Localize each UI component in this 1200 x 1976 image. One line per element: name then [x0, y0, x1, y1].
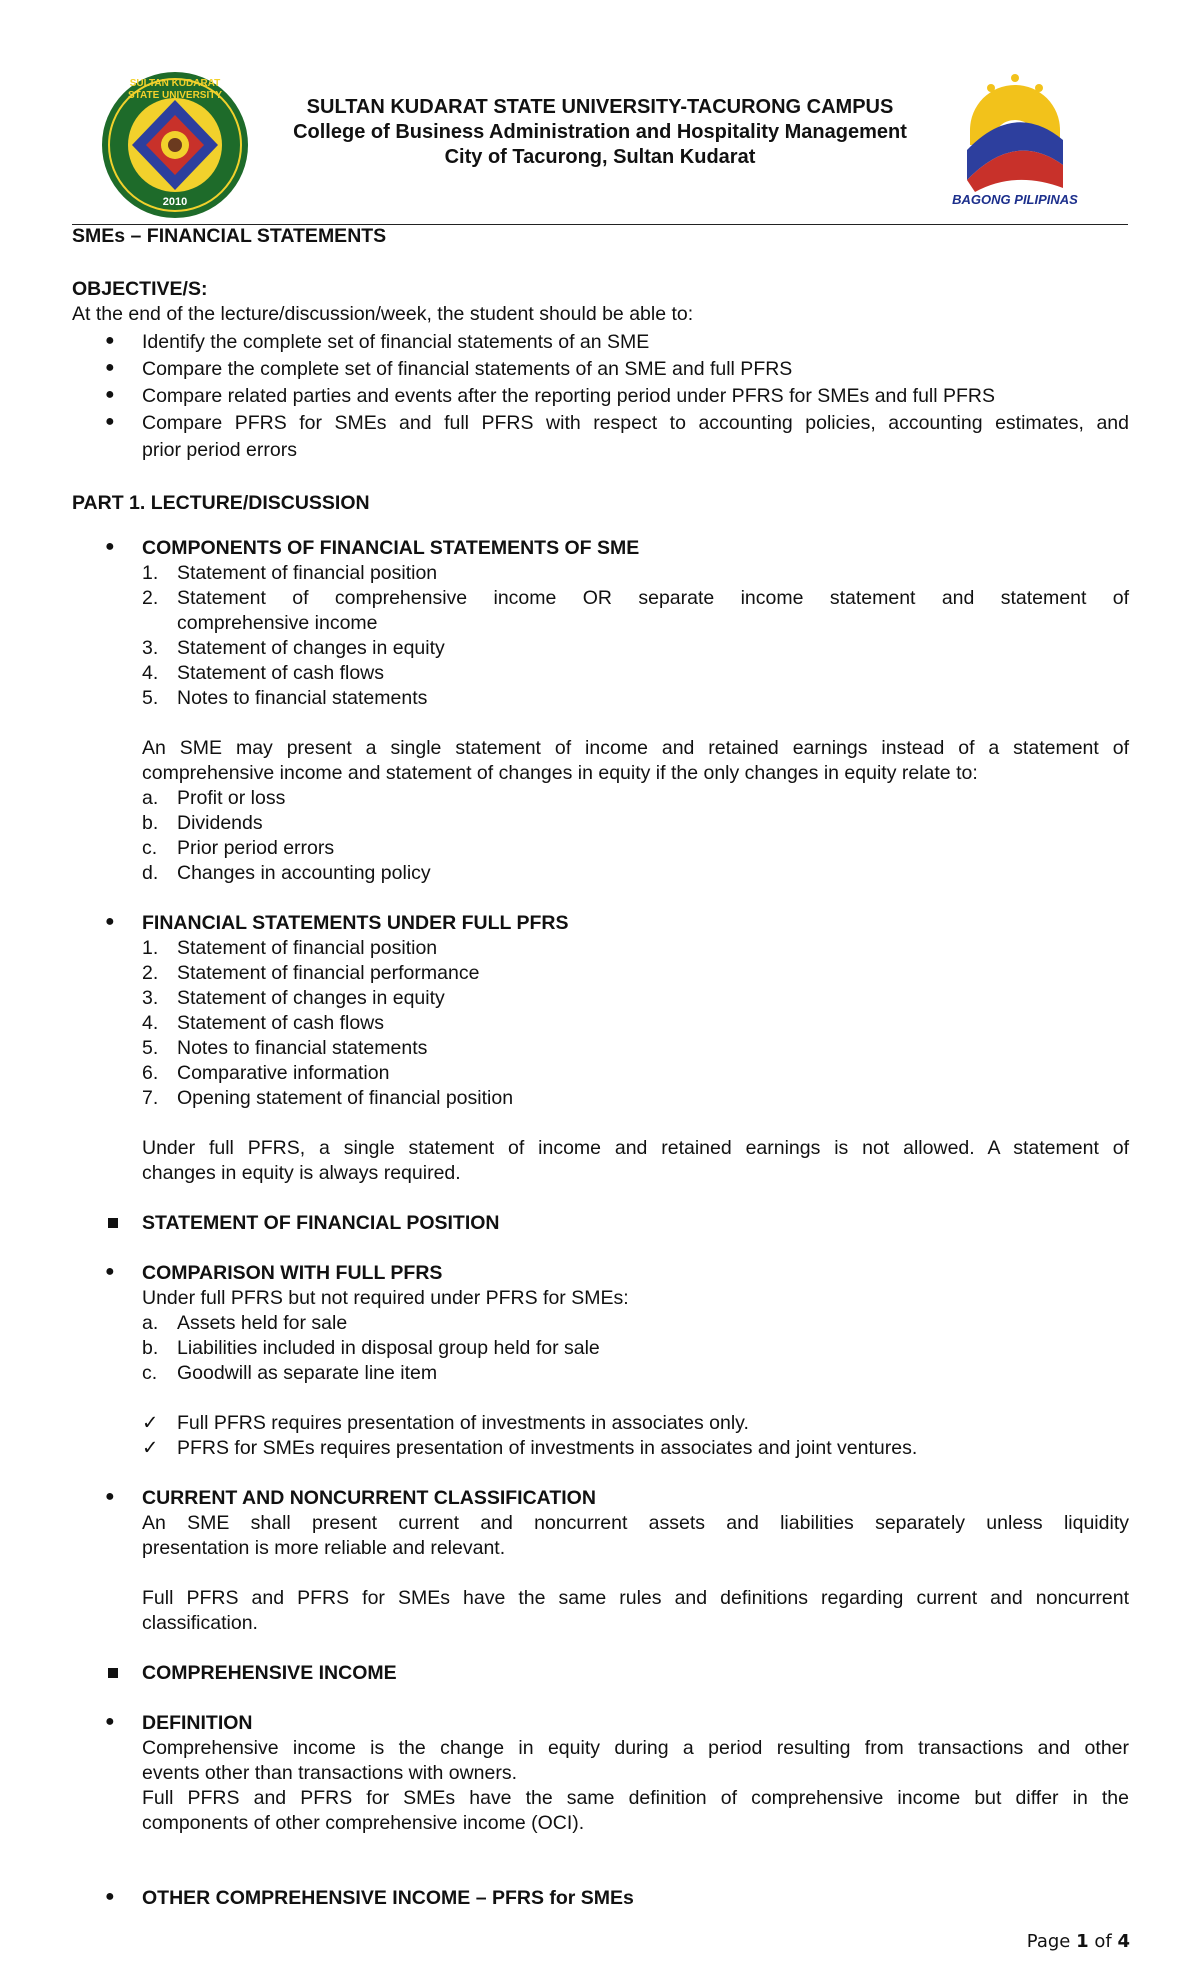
objective-item: Compare the complete set of financial statements of an SME and full PFRS — [142, 358, 793, 380]
bagong-pilipinas-logo — [955, 70, 1075, 200]
list-letter: b. — [142, 1337, 159, 1359]
component-item-cont: comprehensive income — [177, 612, 378, 634]
current-paragraph-cont: presentation is more reliable and relevant. — [142, 1537, 506, 1559]
list-number: 7. — [142, 1087, 159, 1109]
city-name: City of Tacurong, Sultan Kudarat — [444, 146, 756, 168]
list-number: 5. — [142, 1037, 159, 1059]
current-paragraph-2-cont: classification. — [142, 1612, 258, 1634]
checkmark-icon: ✓ — [142, 1437, 159, 1459]
full-pfrs-item: Comparative information — [177, 1062, 390, 1084]
current-heading: CURRENT AND NONCURRENT CLASSIFICATION — [142, 1487, 596, 1509]
objective-item: Compare related parties and events after the reporting period under PFRS for SMEs and full PFRS — [142, 385, 996, 407]
bullet-icon: ● — [105, 1888, 115, 1905]
list-letter: c. — [142, 837, 158, 859]
sub-item: Prior period errors — [177, 837, 335, 859]
bullet-icon: ● — [105, 413, 115, 430]
comparison-heading: COMPARISON WITH FULL PFRS — [142, 1262, 443, 1284]
full-pfrs-paragraph-cont: changes in equity is always required. — [142, 1162, 461, 1184]
full-pfrs-paragraph: Under full PFRS, a single statement of income and retained earnings is not allowed. A statement of — [142, 1137, 1129, 1159]
list-number: 2. — [142, 962, 159, 984]
list-number: 5. — [142, 687, 159, 709]
list-number: 3. — [142, 637, 159, 659]
current-paragraph-2: Full PFRS and PFRS for SMEs have the same rules and definitions regarding current and noncurrent — [142, 1587, 1129, 1609]
objectives-heading: OBJECTIVE/S: — [72, 278, 208, 300]
list-letter: a. — [142, 1312, 159, 1334]
sub-item: Changes in accounting policy — [177, 862, 431, 884]
list-letter: b. — [142, 812, 159, 834]
definition-line: Comprehensive income is the change in equity during a period resulting from transactions and other — [142, 1737, 1129, 1759]
definition-line: events other than transactions with owners. — [142, 1762, 518, 1784]
comparison-item: Liabilities included in disposal group held for sale — [177, 1337, 600, 1359]
page-total: 4 — [1117, 1931, 1130, 1952]
list-letter: d. — [142, 862, 159, 884]
sofp-heading: STATEMENT OF FINANCIAL POSITION — [142, 1212, 500, 1234]
full-pfrs-item: Statement of changes in equity — [177, 987, 445, 1009]
component-item: Notes to financial statements — [177, 687, 428, 709]
sub-item: Profit or loss — [177, 787, 286, 809]
list-letter: a. — [142, 787, 159, 809]
bullet-icon: ● — [105, 386, 115, 403]
bullet-icon: ● — [105, 1488, 115, 1505]
document-title: SMEs – FINANCIAL STATEMENTS — [72, 225, 387, 247]
objective-item: Identify the complete set of financial statements of an SME — [142, 331, 650, 353]
page-word: Page — [1026, 1931, 1071, 1952]
component-item: Statement of cash flows — [177, 662, 385, 684]
list-letter: c. — [142, 1362, 158, 1384]
list-number: 6. — [142, 1062, 159, 1084]
college-name: College of Business Administration and Hospitality Management — [293, 121, 907, 143]
bullet-icon: ● — [105, 359, 115, 376]
part1-heading: PART 1. LECTURE/DISCUSSION — [72, 492, 370, 514]
comparison-intro: Under full PFRS but not required under PFRS for SMEs: — [142, 1287, 629, 1309]
square-bullet-icon — [108, 1218, 118, 1228]
objective-item: Compare PFRS for SMEs and full PFRS with respect to accounting policies, accounting estimates, and — [142, 412, 1129, 434]
full-pfrs-heading: FINANCIAL STATEMENTS UNDER FULL PFRS — [142, 912, 569, 934]
components-paragraph: An SME may present a single statement of income and retained earnings instead of a statement of — [142, 737, 1129, 759]
checkmark-icon: ✓ — [142, 1412, 159, 1434]
comparison-item: Assets held for sale — [177, 1312, 348, 1334]
components-paragraph-cont: comprehensive income and statement of changes in equity if the only changes in equity relate to: — [142, 762, 978, 784]
sub-item: Dividends — [177, 812, 263, 834]
bullet-icon: ● — [105, 332, 115, 349]
definition-line: Full PFRS and PFRS for SMEs have the same definition of comprehensive income but differ in the — [142, 1787, 1129, 1809]
page-number — [1020, 1930, 1130, 1954]
square-bullet-icon — [108, 1668, 118, 1678]
list-number: 2. — [142, 587, 159, 609]
full-pfrs-item: Statement of financial position — [177, 937, 438, 959]
seal-text: SULTAN KUDARAT STATE UNIVERSITY — [127, 78, 223, 101]
list-number: 4. — [142, 1012, 159, 1034]
full-pfrs-item: Statement of financial performance — [177, 962, 480, 984]
comparison-check: Full PFRS requires presentation of investments in associates only. — [177, 1412, 749, 1434]
of-word: of — [1094, 1931, 1112, 1952]
components-heading: COMPONENTS OF FINANCIAL STATEMENTS OF SME — [142, 537, 640, 559]
ci-heading: COMPREHENSIVE INCOME — [142, 1662, 397, 1684]
comparison-item: Goodwill as separate line item — [177, 1362, 438, 1384]
objectives-intro: At the end of the lecture/discussion/week, the student should be able to: — [72, 303, 694, 325]
comparison-check: PFRS for SMEs requires presentation of investments in associates and joint ventures. — [177, 1437, 918, 1459]
bullet-icon: ● — [105, 913, 115, 930]
definition-heading: DEFINITION — [142, 1712, 253, 1734]
university-name: SULTAN KUDARAT STATE UNIVERSITY-TACURONG CAMPUS — [306, 96, 894, 118]
list-number: 4. — [142, 662, 159, 684]
objective-item-cont: prior period errors — [142, 439, 297, 461]
seal-year: 2010 — [162, 196, 188, 208]
list-number: 1. — [142, 937, 159, 959]
definition-line: components of other comprehensive income (OCI). — [142, 1812, 585, 1834]
current-paragraph: An SME shall present current and noncurrent assets and liabilities separately unless liquidity — [142, 1512, 1129, 1534]
full-pfrs-item: Notes to financial statements — [177, 1037, 428, 1059]
component-item: Statement of comprehensive income OR separate income statement and statement of — [177, 587, 1129, 609]
page-current: 1 — [1076, 1931, 1089, 1952]
bullet-icon: ● — [105, 1263, 115, 1280]
oci-heading: OTHER COMPREHENSIVE INCOME – PFRS for SMEs — [142, 1887, 634, 1909]
component-item: Statement of changes in equity — [177, 637, 445, 659]
full-pfrs-item: Opening statement of financial position — [177, 1087, 514, 1109]
bagong-pilipinas-label: BAGONG PILIPINAS — [952, 192, 1078, 207]
bullet-icon: ● — [105, 538, 115, 555]
full-pfrs-item: Statement of cash flows — [177, 1012, 385, 1034]
list-number: 3. — [142, 987, 159, 1009]
bullet-icon: ● — [105, 1713, 115, 1730]
list-number: 1. — [142, 562, 159, 584]
component-item: Statement of financial position — [177, 562, 438, 584]
